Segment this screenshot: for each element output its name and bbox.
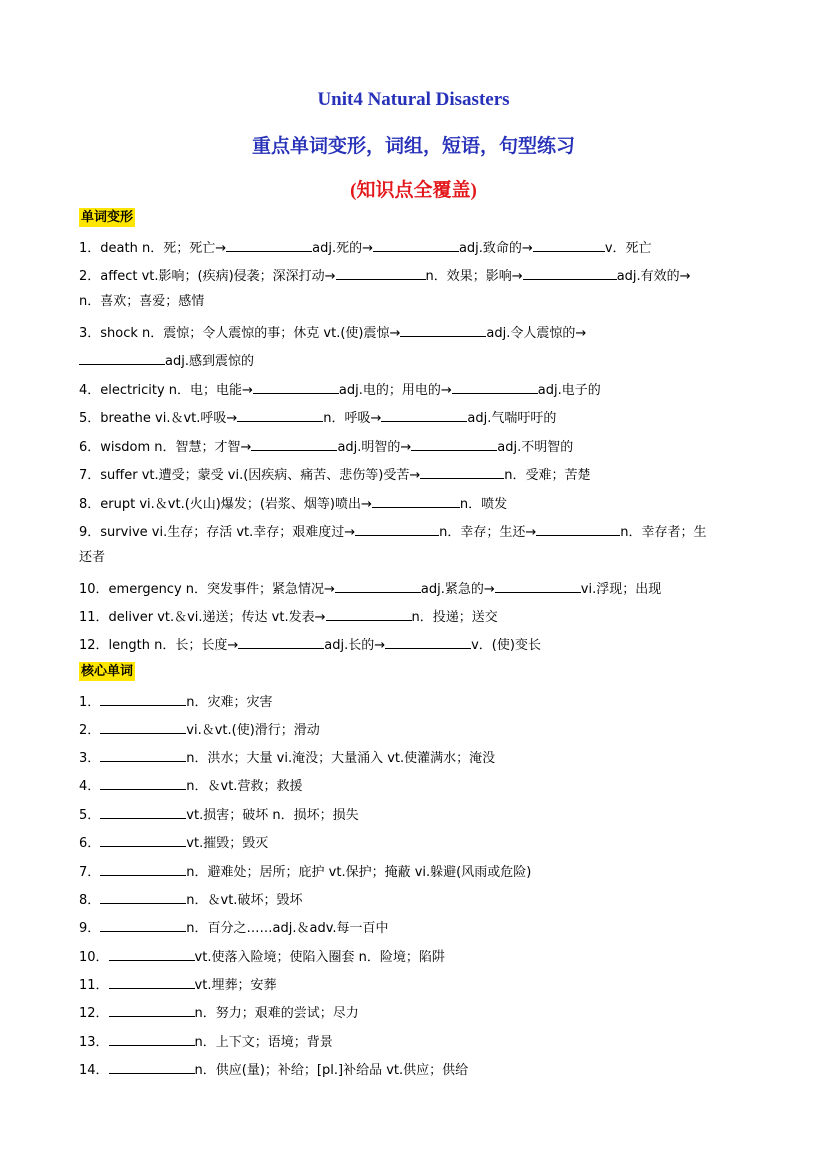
- list-item: 12．length n．长；长度→ adj.长的→ v．(使)变长: [79, 633, 751, 653]
- blank[interactable]: [385, 633, 471, 649]
- list-item: 14． n．供应(量)；补给；[pl.]补给品 vt.供应；供给: [79, 1058, 751, 1078]
- list-item: 11． vt.埋葬；安葬: [79, 973, 751, 993]
- list-item: 13． n．上下文；语境；背景: [79, 1030, 751, 1050]
- list-item: 6．wisdom n．智慧；才智→ adj.明智的→ adj.不明智的: [79, 435, 751, 455]
- blank[interactable]: [326, 605, 412, 621]
- blank[interactable]: [100, 718, 186, 734]
- list-item: 2．affect vt.影响；(疾病)侵袭；深深打动→ n．效果；影响→ adj.有效的→: [79, 264, 751, 284]
- list-item: 3．shock n．震惊；令人震惊的事；休克 vt.(使)震惊→ adj.令人震惊的→: [79, 321, 751, 341]
- list-item: 6． vt.摧毁；毁灭: [79, 831, 751, 851]
- blank[interactable]: [109, 1030, 195, 1046]
- section-heading-word-forms: 单词变形: [81, 210, 134, 225]
- blank[interactable]: [372, 492, 460, 508]
- blank[interactable]: [452, 378, 538, 394]
- unit-title: Unit4 Natural Disasters: [317, 89, 510, 110]
- blank[interactable]: [100, 690, 186, 706]
- blank[interactable]: [336, 264, 426, 280]
- blank[interactable]: [381, 406, 467, 422]
- blank[interactable]: [373, 236, 459, 252]
- blank[interactable]: [420, 463, 504, 479]
- blank[interactable]: [79, 349, 165, 365]
- list-item: 7．suffer vt.遭受；蒙受 vi.(因疾病、痛苦、悲伤等)受苦→ n．受难；苦楚: [79, 463, 751, 483]
- list-item: 11．deliver vt.＆vi.递送；传达 vt.发表→ n．投递；送交: [79, 605, 751, 625]
- list-item-continued: n．喜欢；喜爱；感情: [79, 294, 205, 309]
- blank[interactable]: [335, 577, 421, 593]
- coverage-note: (知识点全覆盖): [350, 180, 477, 201]
- list-item: 1．death n．死；死亡→ adj.死的→ adj.致命的→ v．死亡: [79, 236, 751, 256]
- subtitle: 重点单词变形，词组，短语，句型练习: [251, 136, 575, 157]
- blank[interactable]: [533, 236, 605, 252]
- list-item: 9．survive vi.生存；存活 vt.幸存；艰难度过→ n．幸存；生还→ n．幸存者；生: [79, 520, 751, 540]
- list-item: 1． n．灾难；灾害: [79, 690, 751, 710]
- list-item: 9． n．百分之……adj.＆adv.每一百中: [79, 916, 751, 936]
- list-item: 8． n．＆vt.破坏；毁坏: [79, 888, 751, 908]
- list-item: 5．breathe vi.＆vt.呼吸→ n．呼吸→ adj.气喘吁吁的: [79, 406, 751, 426]
- blank[interactable]: [536, 520, 620, 536]
- list-item-continued: 还者: [79, 550, 106, 565]
- blank[interactable]: [251, 435, 337, 451]
- section-heading-core-words: 核心单词: [81, 664, 134, 679]
- blank[interactable]: [237, 406, 323, 422]
- blank[interactable]: [238, 633, 324, 649]
- list-item: 3． n．洪水；大量 vi.淹没；大量涌入 vt.使灌满水；淹没: [79, 746, 751, 766]
- list-item: 4．electricity n．电；电能→ adj.电的；用电的→ adj.电子的: [79, 378, 751, 398]
- blank[interactable]: [100, 774, 186, 790]
- list-item-continued: adj.感到震惊的: [79, 349, 751, 369]
- list-item: 12． n．努力；艰难的尝试；尽力: [79, 1001, 751, 1021]
- list-item: 4． n．＆vt.营救；救援: [79, 774, 751, 794]
- blank[interactable]: [109, 945, 195, 961]
- blank[interactable]: [355, 520, 439, 536]
- list-item: 2． vi.＆vt.(使)滑行；滑动: [79, 718, 751, 738]
- blank[interactable]: [109, 1058, 195, 1074]
- blank[interactable]: [100, 888, 186, 904]
- list-item: 10． vt.使落入险境；使陷入圈套 n．险境；陷阱: [79, 945, 751, 965]
- blank[interactable]: [100, 803, 186, 819]
- blank[interactable]: [495, 577, 581, 593]
- blank[interactable]: [253, 378, 339, 394]
- blank[interactable]: [400, 321, 486, 337]
- list-item: 10．emergency n．突发事件；紧急情况→ adj.紧急的→ vi.浮现；出现: [79, 577, 751, 597]
- blank[interactable]: [100, 916, 186, 932]
- blank[interactable]: [411, 435, 497, 451]
- blank[interactable]: [100, 746, 186, 762]
- blank[interactable]: [523, 264, 617, 280]
- blank[interactable]: [100, 860, 186, 876]
- blank[interactable]: [109, 973, 195, 989]
- blank[interactable]: [109, 1001, 195, 1017]
- blank[interactable]: [100, 831, 186, 847]
- blank[interactable]: [226, 236, 312, 252]
- list-item: 8．erupt vi.＆vt.(火山)爆发；(岩浆、烟等)喷出→ n．喷发: [79, 492, 751, 512]
- list-item: 7． n．避难处；居所；庇护 vt.保护；掩蔽 vi.躲避(风雨或危险): [79, 860, 751, 880]
- list-item: 5． vt.损害；破坏 n．损坏；损失: [79, 803, 751, 823]
